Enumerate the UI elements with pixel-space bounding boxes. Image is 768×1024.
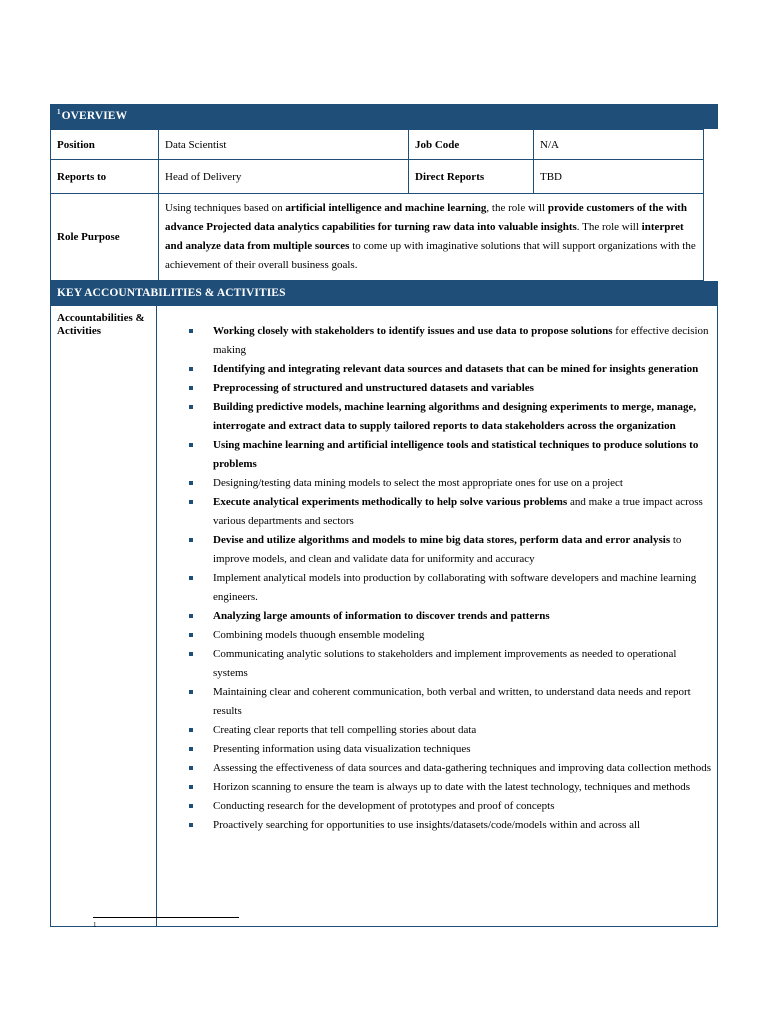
square-bullet-icon [189, 633, 193, 637]
square-bullet-icon [189, 481, 193, 485]
square-bullet-icon [189, 443, 193, 447]
square-bullet-icon [189, 747, 193, 751]
square-bullet-icon [189, 538, 193, 542]
job-code-value: N/A [534, 130, 704, 160]
accountabilities-heading: KEY ACCOUNTABILITIES & ACTIVITIES [50, 281, 718, 306]
square-bullet-icon [189, 823, 193, 827]
reports-row [51, 160, 704, 194]
reports-to-label: Reports to [51, 160, 159, 194]
square-bullet-icon [189, 386, 193, 390]
accountability-item [181, 778, 711, 797]
role-purpose-row [51, 194, 704, 281]
square-bullet-icon [189, 766, 193, 770]
overview-heading [50, 104, 718, 129]
square-bullet-icon [189, 405, 193, 409]
square-bullet-icon [189, 728, 193, 732]
accountability-item [181, 645, 711, 683]
accountability-text: Assessing the effectiveness of data sources and data-gathering techniques and improving data collection methods [213, 762, 712, 774]
job-description-document [50, 104, 718, 927]
accountability-bold-text: Execute analytical experiments methodically to help solve various problems [213, 496, 568, 508]
accountability-item [181, 531, 711, 569]
role-purpose-part: . The role will [576, 220, 642, 233]
accountability-text: for effective decision making [213, 325, 709, 356]
direct-reports-value: TBD [534, 160, 704, 194]
position-row [51, 130, 704, 160]
accountabilities-list [181, 322, 711, 835]
accountabilities-section [50, 306, 718, 927]
accountability-bold-text: Identifying and integrating relevant data sources and datasets that can be mined for insights generation [213, 363, 699, 375]
square-bullet-icon [189, 329, 193, 333]
accountability-item [181, 759, 711, 778]
accountability-text: Combining models thuough ensemble modeling [213, 629, 425, 641]
accountability-text: Communicating analytic solutions to stakeholders and implement improvements as needed to operational systems [213, 648, 677, 679]
job-code-label: Job Code [409, 130, 534, 160]
role-purpose-bold: provide customers of the with advance Projected data analytics capabilities for turning raw data into valuable insights [165, 201, 687, 233]
accountability-text: Presenting information using data visualization techniques [213, 743, 471, 755]
role-purpose-text [159, 194, 704, 281]
square-bullet-icon [189, 652, 193, 656]
accountability-bold-text: Working closely with stakeholders to identify issues and use data to propose solutions [213, 325, 613, 337]
position-value: Data Scientist [159, 130, 409, 160]
accountability-text: and make a true impact across various departments and sectors [213, 496, 703, 527]
accountability-item [181, 360, 711, 379]
square-bullet-icon [189, 785, 193, 789]
position-label: Position [51, 130, 159, 160]
footnote-separator [93, 917, 239, 918]
accountability-item [181, 474, 711, 493]
accountability-text: Maintaining clear and coherent communication, both verbal and written, to understand data needs and report results [213, 686, 691, 717]
accountability-text: Proactively searching for opportunities to use insights/datasets/code/models within and across all [213, 819, 641, 831]
footnote-mark: 1 [93, 921, 97, 929]
role-purpose-label: Role Purpose [51, 194, 159, 281]
square-bullet-icon [189, 804, 193, 808]
square-bullet-icon [189, 367, 193, 371]
accountability-bold-text: Building predictive models, machine learning algorithms and designing experiments to merge, manage, interrogate and extract data to supply tailored reports to data stakeholders across the organization [213, 401, 697, 432]
accountability-item [181, 797, 711, 816]
overview-heading-text: OVERVIEW [61, 110, 128, 122]
accountability-item [181, 626, 711, 645]
accountability-item [181, 607, 711, 626]
square-bullet-icon [189, 576, 193, 580]
overview-table [50, 129, 704, 281]
square-bullet-icon [189, 690, 193, 694]
footnote-reference: 1 [57, 108, 61, 116]
accountability-item [181, 379, 711, 398]
accountability-text: Horizon scanning to ensure the team is always up to date with the latest technology, techniques and methods [213, 781, 691, 793]
accountability-bold-text: Analyzing large amounts of information to discover trends and patterns [213, 610, 550, 622]
accountability-item [181, 398, 711, 436]
accountability-item [181, 569, 711, 607]
accountability-text: Designing/testing data mining models to select the most appropriate ones for use on a project [213, 477, 623, 489]
accountability-item [181, 436, 711, 474]
accountability-bold-text: Preprocessing of structured and unstructured datasets and variables [213, 382, 534, 394]
accountability-text: Implement analytical models into production by collaborating with software developers and machine learning engineers. [213, 572, 697, 603]
accountability-item [181, 683, 711, 721]
role-purpose-part: , the role will [486, 201, 548, 214]
accountability-text: Conducting research for the development of prototypes and proof of concepts [213, 800, 555, 812]
accountability-text: Creating clear reports that tell compelling stories about data [213, 724, 477, 736]
role-purpose-bold: artificial intelligence and machine learning [285, 201, 487, 214]
accountability-text: to improve models, and clean and validate data for uniformity and accuracy [213, 534, 682, 565]
accountability-item [181, 322, 711, 360]
square-bullet-icon [189, 614, 193, 618]
direct-reports-label: Direct Reports [409, 160, 534, 194]
reports-to-value: Head of Delivery [159, 160, 409, 194]
accountabilities-label: Accountabilities & Activities [51, 306, 157, 926]
accountability-item [181, 493, 711, 531]
accountability-bold-text: Using machine learning and artificial intelligence tools and statistical techniques to produce solutions to problems [213, 439, 699, 470]
role-purpose-part: to come up with imaginative solutions that will support organizations with the achievement of their overall business goals. [165, 239, 696, 271]
accountability-item [181, 721, 711, 740]
role-purpose-part: Using techniques based on [165, 201, 286, 214]
accountability-item [181, 816, 711, 835]
role-purpose-bold: interpret and analyze data from multiple sources [165, 220, 684, 252]
accountability-bold-text: Devise and utilize algorithms and models to mine big data stores, perform data and error analysis [213, 534, 671, 546]
accountability-item [181, 740, 711, 759]
square-bullet-icon [189, 500, 193, 504]
